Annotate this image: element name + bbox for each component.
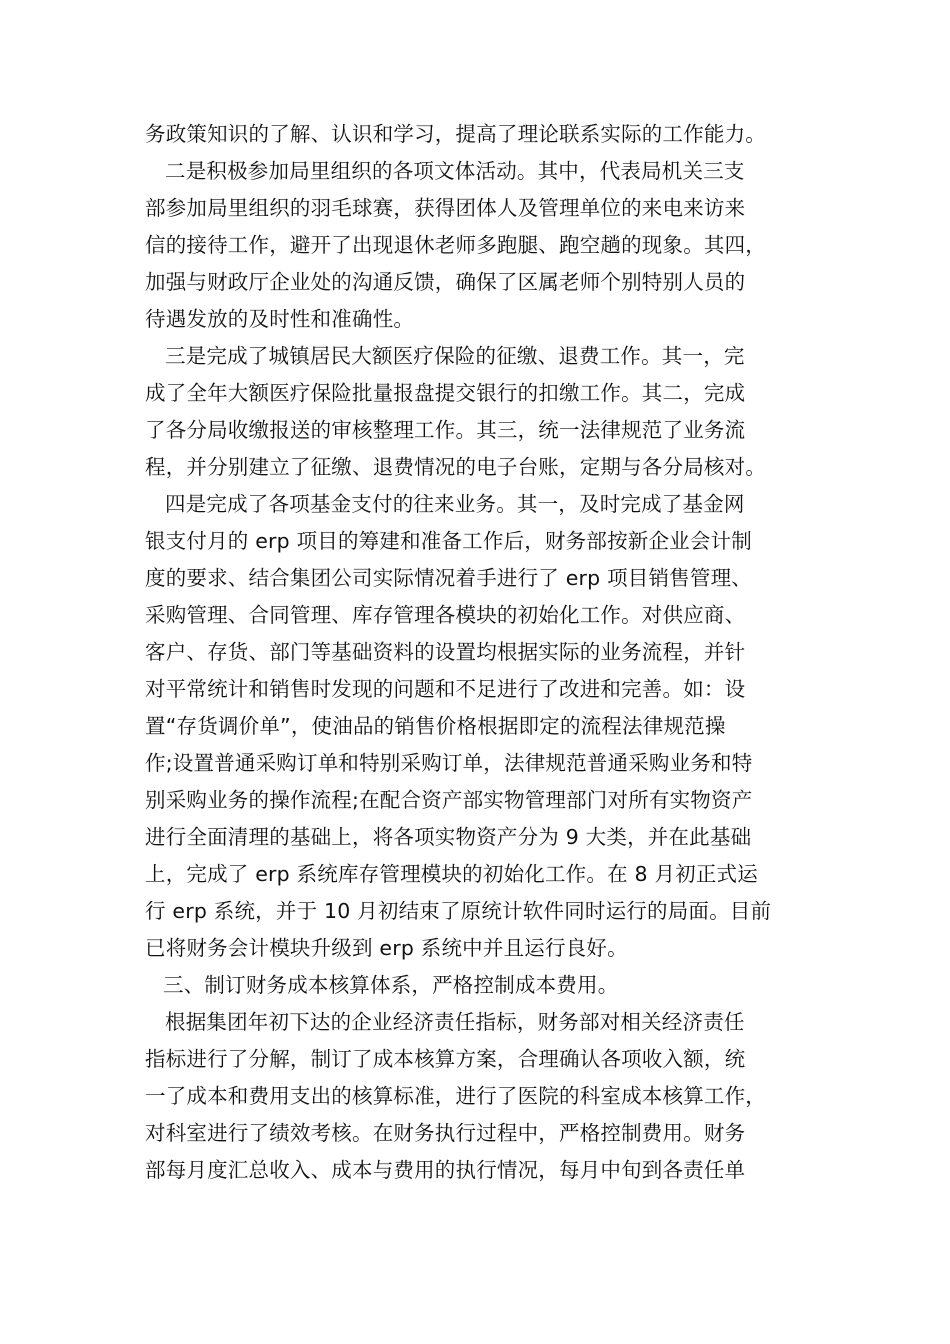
paragraph-start-line: 四是完成了各项基金支付的往来业务。其一，及时完成了基金网	[165, 492, 745, 516]
text-line: 别采购业务的操作流程;在配合资产部实物管理部门对所有实物资产	[145, 788, 753, 812]
text-line: 置“存货调价单”，使油品的销售价格根据即定的流程法律规范操	[145, 714, 726, 738]
text-line: 客户、存货、部门等基础资料的设置均根据实际的业务流程，并针	[145, 640, 746, 664]
text-line: 对平常统计和销售时发现的问题和不足进行了改进和完善。如：设	[145, 677, 746, 701]
text-line: 采购管理、合同管理、库存管理各模块的初始化工作。对供应商、	[145, 603, 746, 627]
text-line: 作;设置普通采购订单和特别采购订单，法律规范普通采购业务和特	[145, 751, 753, 775]
document-body	[145, 116, 820, 1189]
text-line: 已将财务会计模块升级到 erp 系统中并且运行良好。	[145, 936, 628, 960]
text-line: 上，完成了 erp 系统库存管理模块的初始化工作。在 8 月初正式运	[145, 862, 758, 886]
text-line: 银支付月的 erp 项目的筹建和准备工作后，财务部按新企业会计制	[145, 529, 752, 553]
text-line: 一了成本和费用支出的核算标准，进行了医院的科室成本核算工作，	[145, 1084, 766, 1108]
text-line: 程，并分别建立了征缴、退费情况的电子台账，定期与各分局核对。	[145, 455, 766, 479]
text-line: 加强与财政厅企业处的沟通反馈，确保了区属老师个别特别人员的	[145, 270, 746, 294]
paragraph-start-line: 三是完成了城镇居民大额医疗保险的征缴、退费工作。其一，完	[165, 344, 745, 368]
paragraph-start-line: 二是积极参加局里组织的各项文体活动。其中，代表局机关三支	[165, 159, 745, 183]
paragraph-start-line: 根据集团年初下达的企业经济责任指标，财务部对相关经济责任	[165, 1010, 745, 1034]
text-line: 信的接待工作，避开了出现退休老师多跑腿、跑空趟的现象。其四，	[145, 233, 766, 257]
text-line: 成了全年大额医疗保险批量报盘提交银行的扣缴工作。其二，完成	[145, 381, 746, 405]
text-line: 行 erp 系统，并于 10 月初结束了原统计软件同时运行的局面。目前	[145, 899, 772, 923]
text-line: 指标进行了分解，制订了成本核算方案，合理确认各项收入额，统	[145, 1047, 746, 1071]
text-line: 待遇发放的及时性和准确性。	[145, 307, 415, 331]
section-heading: 三、制订财务成本核算体系，严格控制成本费用。	[163, 973, 619, 997]
text-line: 部参加局里组织的羽毛球赛，获得团体人及管理单位的来电来访来	[145, 196, 746, 220]
text-line: 部每月度汇总收入、成本与费用的执行情况，每月中旬到各责任单	[145, 1158, 746, 1182]
text-line: 了各分局收缴报送的审核整理工作。其三，统一法律规范了业务流	[145, 418, 746, 442]
text-line: 务政策知识的了解、认识和学习，提高了理论联系实际的工作能力。	[145, 122, 766, 146]
text-line: 进行全面清理的基础上，将各项实物资产分为 9 大类，并在此基础	[145, 825, 752, 849]
text-line: 对科室进行了绩效考核。在财务执行过程中，严格控制费用。财务	[145, 1121, 746, 1145]
text-line: 度的要求、结合集团公司实际情况着手进行了 erp 项目销售管理、	[145, 566, 752, 590]
